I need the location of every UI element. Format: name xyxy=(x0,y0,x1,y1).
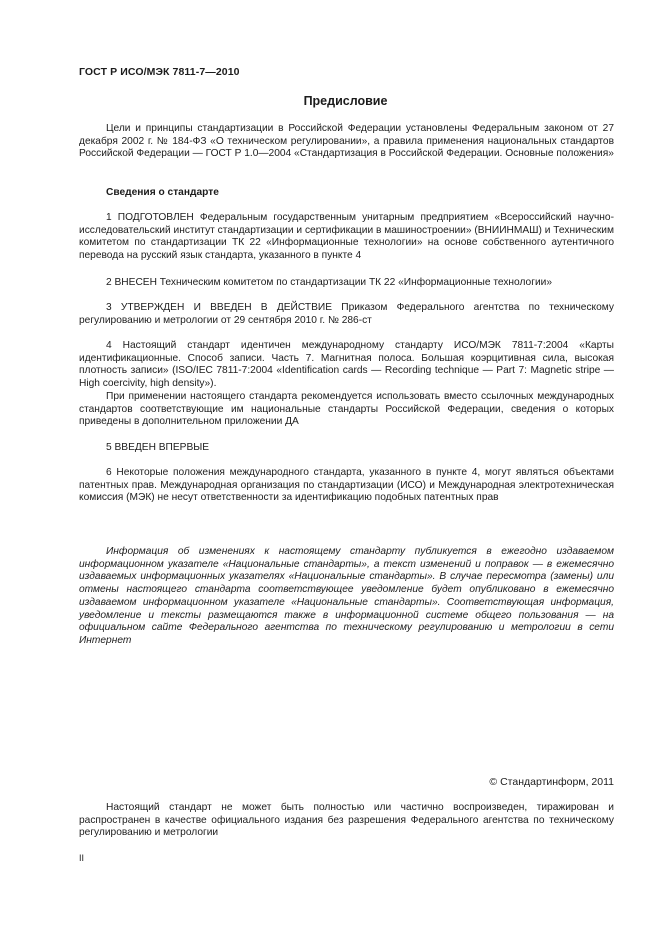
item-1-prepared: 1 ПОДГОТОВЛЕН Федеральным государственным унитарным предприятием «Всероссийский научно-исследовательский институт стандартизации и сертификации в машиностроении» (ВНИИНМАШ) и Техническим комитетом по стандартизации ТК 22 «Информационные технологии» на основе собственного аутентичного перевода на русский язык стандарта, указанного в пункте 4 xyxy=(79,212,614,262)
item-5-first-introduced: 5 ВВЕДЕН ВПЕРВЫЕ xyxy=(106,442,210,453)
item-6-patents: 6 Некоторые положения международного стандарта, указанного в пункте 4, могут являться объектами патентных прав. Международная организация по стандартизации (ИСО) и Международная электротехническая комиссия (МЭК) не несут ответственности за идентификацию подобных патентных прав xyxy=(79,467,614,504)
intro-paragraph: Цели и принципы стандартизации в Российской Федерации установлены Федеральным законом от 27 декабря 2002 г. № 184-ФЗ «О техническом регулировании», а правила применения национальных стандартов Российской Федерации — ГОСТ Р 1.0—2004 «Стандартизация в Российской Федерации. Основные положения» xyxy=(79,123,614,160)
reproduction-notice: Настоящий стандарт не может быть полностью или частично воспроизведен, тиражирован и распространен в качестве официального издания без разрешения Федерального агентства по техническому регулированию и метрологии xyxy=(79,802,614,839)
item-2-introduced: 2 ВНЕСЕН Техническим комитетом по стандартизации ТК 22 «Информационные технологии» xyxy=(106,277,552,288)
item-4-identical: 4 Настоящий стандарт идентичен международному стандарту ИСО/МЭК 7811-7:2004 «Карты идентификационные. Способ записи. Часть 7. Магнитная полоса. Большая коэрцитивная сила, высокая плотность записи» (ISO/IEC 7811-7:2004 «Identification cards — Recording technique — Part 7: Magnetic stripe — High coercivity, high density»). xyxy=(79,340,614,390)
item-3-approved: 3 УТВЕРЖДЕН И ВВЕДЕН В ДЕЙСТВИЕ Приказом Федерального агентства по техническому регулированию и метрологии от 29 сентября 2010 г. № 286-ст xyxy=(79,302,614,326)
item-4-references: При применении настоящего стандарта рекомендуется использовать вместо ссылочных международных стандартов соответствующие им национальные стандарты Российской Федерации, сведения о которых приведены в дополнительном приложении ДА xyxy=(79,391,614,428)
page-title: Предисловие xyxy=(303,94,388,108)
section-heading: Сведения о стандарте xyxy=(106,187,219,198)
document-code-header: ГОСТ Р ИСО/МЭК 7811-7—2010 xyxy=(79,66,240,78)
copyright-line: © Стандартинформ, 2011 xyxy=(489,776,614,788)
page-number: II xyxy=(79,853,85,863)
changes-notice: Информация об изменениях к настоящему стандарту публикуется в ежегодно издаваемом информационном указателе «Национальные стандарты», а текст изменений и поправок — в ежемесячно издаваемых информационных указателях «Национальные стандарты». В случае пересмотра (замены) или отмены настоящего стандарта соответствующее уведомление будет опубликовано в ежемесячно издаваемом информационном указателе «Национальные стандарты». Соответствующая информация, уведомление и тексты размещаются также в информационной системе общего пользования — на официальном сайте Федерального агентства по техническому регулированию и метрологии в сети Интернет xyxy=(79,546,614,646)
